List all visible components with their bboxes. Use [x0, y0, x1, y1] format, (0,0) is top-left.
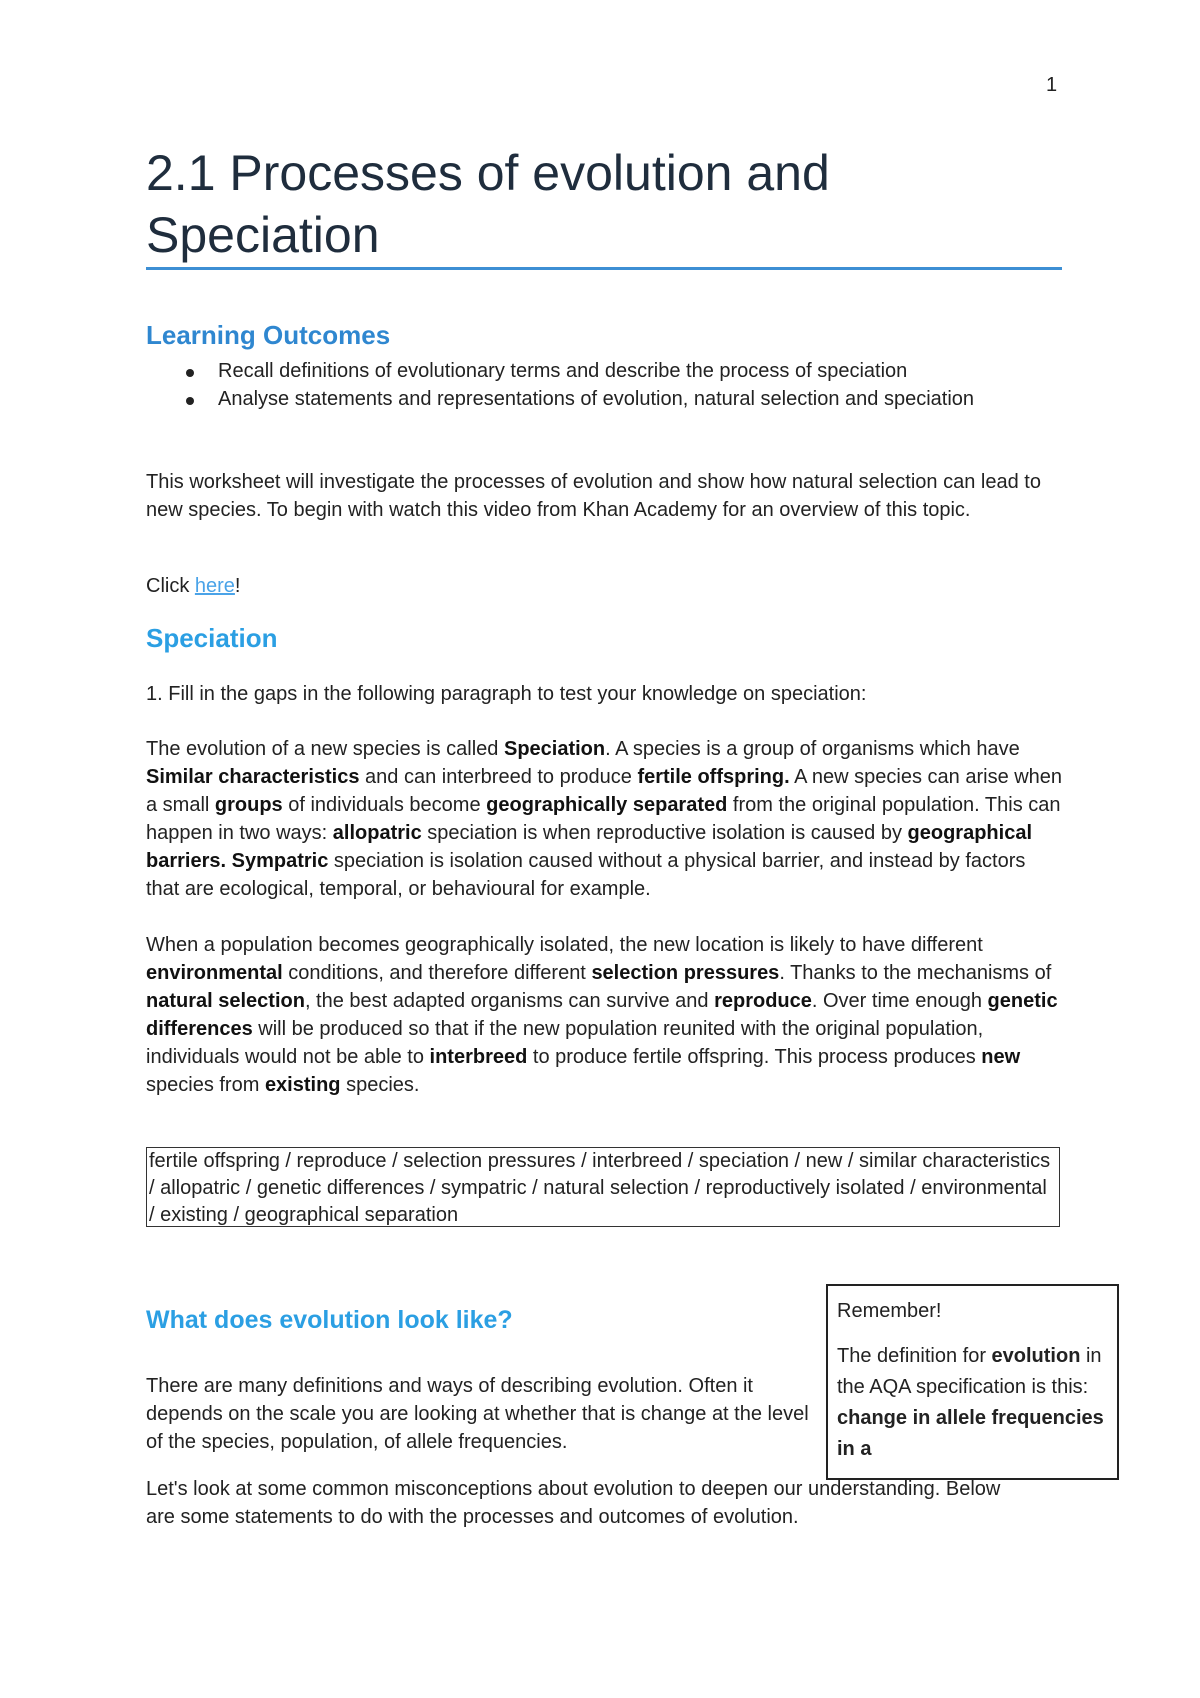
speciation-heading: Speciation — [146, 623, 278, 653]
bullet-icon — [186, 369, 194, 377]
speciation-paragraph-1: The evolution of a new species is called Speciation. A species is a group of organisms which have Similar characteristics and can interbreed to produce fertile offspring. A new species can arise when a small groups of individuals become geographically separated from the original population. This can happen in two ways: allopatric speciation is when reproductive isolation is caused by geographical barriers. Sympatric speciation is isolation caused without a physical barrier, and instead by factors that are ecological, temporal, or behavioural for example. — [146, 738, 1063, 900]
intro-paragraph: This worksheet will investigate the processes of evolution and show how natural selection can lead to new species. To begin with watch this video from Khan Academy for an overview of this topic. — [146, 471, 1041, 521]
question-1: 1. Fill in the gaps in the following paragraph to test your knowledge on speciation: — [146, 683, 867, 705]
remember-title: Remember! — [837, 1300, 942, 1322]
page-number: 1 — [1046, 74, 1058, 96]
remember-text: The definition for evolution in the AQA specification is this: change in allele frequencies in a — [837, 1345, 1104, 1460]
learning-outcomes-heading: Learning Outcomes — [146, 320, 391, 350]
click-line: Click here! — [146, 575, 241, 597]
video-link[interactable]: here — [194, 575, 235, 597]
bullet-icon — [186, 397, 194, 405]
remember-callout — [826, 1284, 1119, 1480]
list-item: Analyse statements and representations of evolution, natural selection and speciation — [186, 385, 1026, 413]
speciation-paragraph-2: When a population becomes geographically isolated, the new location is likely to have different environmental conditions, and therefore different selection pressures. Thanks to the mechanisms of natural selection, the best adapted organisms can survive and reproduce. Over time enough genetic differences will be produced so that if the new population reunited with the original population, individuals would not be able to interbreed to produce fertile offspring. This process produces new species from existing species. — [146, 934, 1058, 1096]
learning-outcomes-list — [186, 357, 1026, 413]
word-bank-box: fertile offspring / reproduce / selection pressures / interbreed / speciation / new / similar characteristics / allopatric / genetic differences / sympatric / natural selection / reproductively isolated / environmental / existing / geographical separation — [146, 1147, 1060, 1227]
evolution-heading: What does evolution look like? — [146, 1306, 513, 1334]
list-item: Recall definitions of evolutionary terms and describe the process of speciation — [186, 357, 1026, 385]
title-underline — [146, 267, 1062, 270]
evolution-paragraph-1: There are many definitions and ways of describing evolution. Often it depends on the scale you are looking at whether that is change at the level of the species, population, of allele frequencies. — [146, 1375, 809, 1453]
page-title: 2.1 Processes of evolution and Speciation — [146, 145, 830, 263]
evolution-paragraph-2: Let's look at some common misconceptions about evolution to deepen our understanding. Below are some statements to do with the processes and outcomes of evolution. — [146, 1478, 1001, 1528]
